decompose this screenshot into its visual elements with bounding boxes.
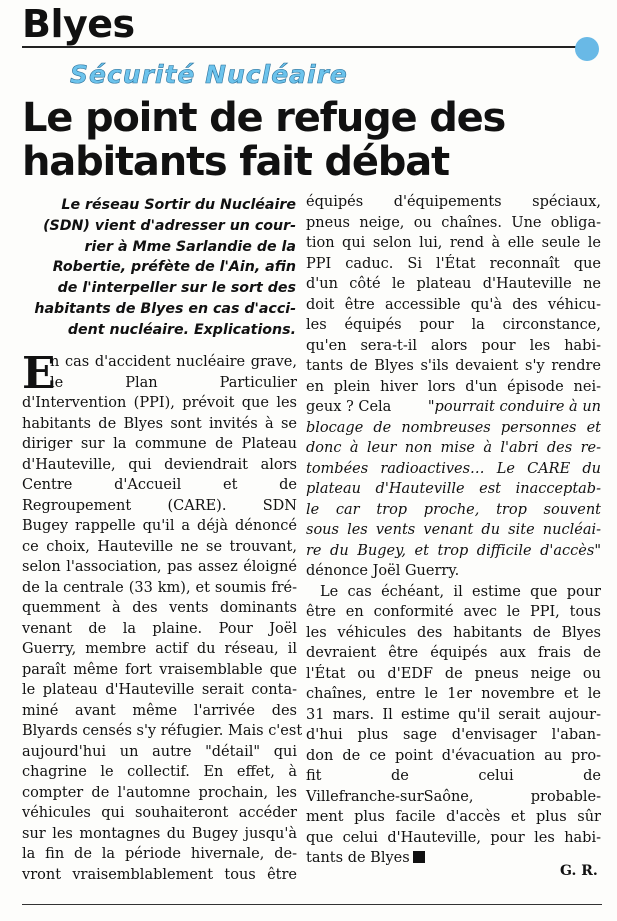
body-line: la fin de la période hivernale, de- (22, 846, 297, 862)
quote-line: plateau d'Hauteville est inacceptab- (306, 481, 601, 497)
body-line: les véhicules des habitants de Blyes (306, 624, 601, 641)
quote-line: sous les vents venant du site nucléai- (306, 522, 601, 538)
body-line: que celui d'Hauteville, pour les habi- (306, 829, 601, 846)
bottom-rule (22, 904, 602, 905)
body-line: Regroupement (CARE). SDN (22, 497, 297, 514)
body-line: n cas d'accident nucléaire grave, (50, 354, 297, 370)
body-line: être en conformité avec le PPI, tous (306, 604, 601, 620)
body-line: tion qui selon lui, rend à elle seule le (306, 235, 601, 251)
body-line: paraît même fort vraisemblable que (22, 661, 297, 678)
body-line: équipés d'équipements spéciaux, (306, 194, 601, 210)
quote-line: le car trop proche, trop souvent (306, 501, 601, 518)
headline-line: Le point de refuge des (22, 95, 506, 141)
quote-line: donc à leur non mise à l'abri des re- (306, 440, 601, 456)
body-line: habitants de Blyes sont invités à se (22, 415, 297, 432)
body-line: sur les montagnes du Bugey jusqu'à (22, 825, 297, 842)
quote-line: blocage de nombreuses personnes et (306, 419, 601, 436)
chapo (22, 195, 296, 341)
body-line: qu'en sera-t-il alors pour les habi- (306, 337, 601, 354)
body-line: tants de Blyes s'ils devaient s'y rendre (306, 358, 601, 374)
body-line: 31 mars. Il estime qu'il serait aujour- (306, 706, 601, 723)
body-line: Guerry, membre actif du réseau, il (22, 641, 297, 657)
quote-text: "pourrait conduire à un (427, 399, 601, 415)
kicker: Sécurité Nucléaire (70, 60, 348, 89)
body-line: venant de la plaine. Pour Joël (22, 620, 297, 637)
body-line: les équipés pour la circonstance, (306, 317, 601, 333)
body-line: diriger sur la commune de Plateau (22, 436, 297, 452)
headline (22, 96, 612, 184)
body-line: Le cas échéant, il estime que pour (320, 583, 601, 600)
body-text: tants de Blyes (306, 850, 410, 866)
body-line: chagrine le collectif. En effet, à (22, 764, 297, 780)
chapo-line: de l'interpeller sur le sort des (57, 280, 296, 297)
end-mark-icon (413, 851, 425, 863)
body-line: selon l'association, pas assez éloigné (22, 559, 297, 575)
body-line: véhicules qui souhaiteront accéder (22, 805, 297, 821)
body-line: en plein hiver lors d'un épisode nei- (306, 378, 601, 395)
body-line: ment plus facile d'accès et plus sûr (306, 809, 601, 825)
body-line: pneus neige, ou chaînes. Une obliga- (306, 214, 601, 231)
body-line: Centre d'Accueil et de (22, 477, 297, 493)
chapo-line: dent nucléaire. Explications. (67, 321, 296, 338)
body-line: chaînes, entre le 1er novembre et le (306, 686, 601, 702)
body-column-1 (22, 348, 303, 885)
body-text: geux ? Cela (306, 399, 392, 415)
section-dot-icon (575, 37, 599, 61)
chapo-line: Robertie, préfète de l'Ain, afin (52, 259, 296, 276)
signature: G. R. (560, 863, 598, 879)
town-name: Blyes (22, 2, 135, 46)
chapo-line: (SDN) vient d'adresser un cour- (43, 217, 296, 234)
body-line: Villefranche-surSaône, probable- (306, 788, 601, 805)
body-line: doit être accessible qu'à des véhicu- (306, 296, 601, 313)
body-line: d'Hauteville, qui deviendrait alors (22, 456, 297, 473)
body-line: miné avant même l'arrivée des (22, 702, 297, 719)
body-line: Blyards censés s'y réfugier. Mais c'est (22, 723, 303, 739)
body-line: don de ce point d'évacuation au pro- (306, 747, 601, 764)
body-line: de la centrale (33 km), et soumis fré- (22, 579, 297, 596)
body-line-last (306, 848, 601, 869)
headline-line: habitants fait débat (22, 139, 449, 185)
body-line: ce choix, Hauteville ne se trouvant, (22, 538, 297, 555)
chapo-line: rier à Mme Sarlandie de la (84, 238, 296, 255)
top-rule (22, 46, 578, 48)
body-line: d'Intervention (PPI), prévoit que les (22, 395, 297, 411)
body-line: dénonce Joël Guerry. (306, 563, 460, 579)
body-line: quemment à des vents dominants (22, 600, 297, 616)
chapo-line: Le réseau Sortir du Nucléaire (61, 197, 296, 213)
body-line: devraient être équipés aux frais de (306, 645, 601, 661)
body-line: d'un côté le plateau d'Hauteville ne (306, 276, 601, 292)
body-column-2 (306, 192, 601, 869)
body-line: compter de l'automne prochain, les (22, 784, 297, 801)
chapo-line: habitants de Blyes en cas d'acci- (34, 300, 296, 317)
body-line: Bugey rappelle qu'il a déjà dénoncé (22, 518, 297, 534)
drop-cap: E (22, 348, 56, 399)
body-line: l'État ou d'EDF de pneus neige ou (306, 665, 601, 682)
body-line: le plateau d'Hauteville serait conta- (22, 682, 297, 698)
body-line-mixed (306, 397, 601, 418)
quote-line: tombées radioactives… Le CARE du (306, 460, 601, 477)
body-line: vront vraisemblablement tous être (22, 866, 297, 883)
quote-line: re du Bugey, et trop difficile d'accès" (306, 542, 601, 559)
body-line: aujourd'hui un autre "détail" qui (22, 743, 297, 760)
body-line: d'hui plus sage d'envisager l'aban- (306, 727, 601, 743)
body-line: le Plan Particulier (50, 374, 297, 391)
body-line: fit de celui de (306, 768, 601, 784)
body-line: PPI caduc. Si l'État reconnaît que (306, 255, 601, 272)
